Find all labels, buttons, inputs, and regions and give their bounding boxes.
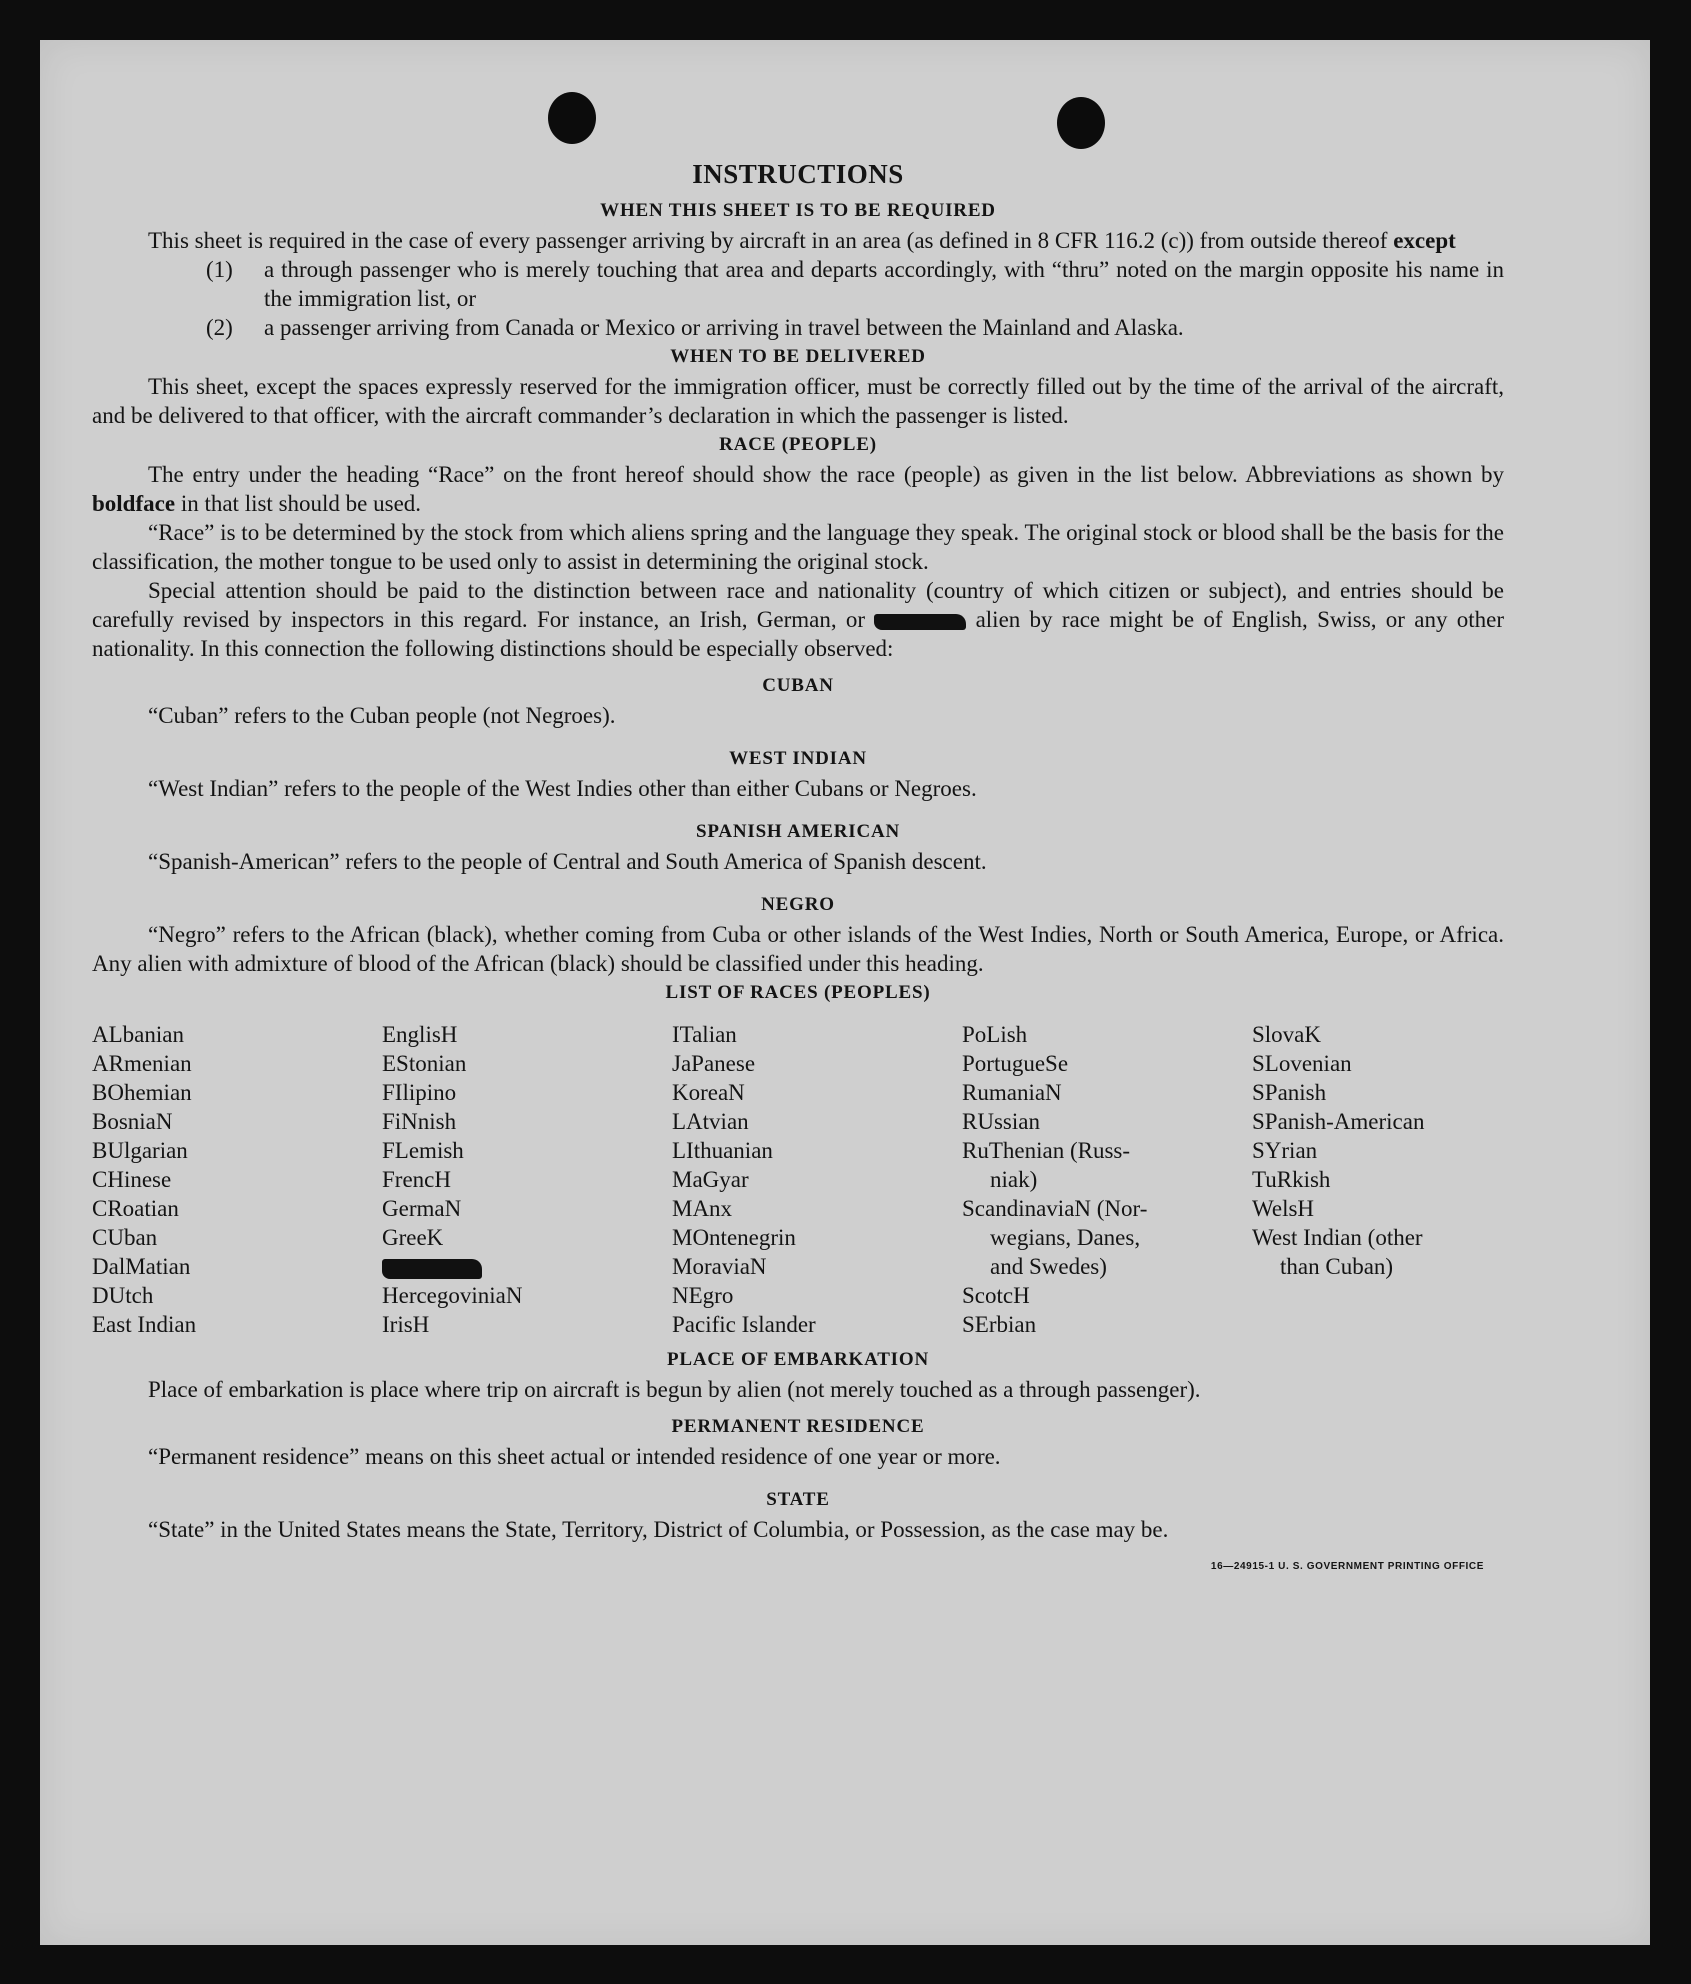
- race-p1-after: in that list should be used.: [175, 491, 422, 516]
- races-column-5: [1252, 1020, 1504, 1339]
- races-column-3: [672, 1020, 962, 1339]
- race-p3-after: alien by race might be of English, Swiss, or any other nationality. In this connection the following distinctions should be especially observed:: [92, 607, 1504, 661]
- race-entry: BUlgarian: [92, 1138, 188, 1163]
- cuban-text: “Cuban” refers to the Cuban people (not Negroes).: [148, 703, 616, 728]
- race-entry: LIthuanian: [672, 1138, 773, 1163]
- race-entry: HercegoviniaN: [382, 1283, 523, 1308]
- race-entry: DalMatian: [92, 1254, 191, 1279]
- race-entry: NEgro: [672, 1283, 734, 1308]
- exception-item: [92, 313, 1504, 342]
- race-entry: SErbian: [962, 1312, 1037, 1337]
- race-paragraph-1: [92, 460, 1504, 518]
- document-sheet: [40, 40, 1650, 1945]
- west-indian-text: “West Indian” refers to the people of the West Indies other than either Cubans or Negroes.: [148, 776, 977, 801]
- when-required-intro: [92, 226, 1504, 255]
- heading-cuban: CUBAN: [762, 675, 834, 696]
- heading-spanish-american: SPANISH AMERICAN: [695, 821, 901, 842]
- race-entry: GermaN: [382, 1196, 462, 1221]
- exception-item: [92, 255, 1504, 313]
- race-entry: SPanish: [1252, 1080, 1327, 1105]
- races-list: [92, 1020, 1504, 1339]
- race-entry: RumaniaN: [962, 1080, 1062, 1105]
- race-entry: Pacific Islander: [672, 1312, 816, 1337]
- state-text: “State” in the United States means the State, Territory, District of Columbia, or Possession, as the case may be.: [148, 1517, 1169, 1542]
- heading-west-indian: WEST INDIAN: [729, 748, 867, 769]
- page-title: INSTRUCTIONS: [692, 159, 904, 189]
- embarkation-text: Place of embarkation is place where trip on aircraft is begun by alien (not merely touched as a through passenger).: [148, 1377, 1201, 1402]
- race-entry-continuation: than Cuban): [1280, 1254, 1394, 1279]
- race-entry: BosniaN: [92, 1109, 173, 1134]
- race-entry: MAnx: [672, 1196, 733, 1221]
- printer-imprint: 16—24915-1 U. S. GOVERNMENT PRINTING OFFICE: [1210, 1561, 1484, 1572]
- race-entry: CUban: [92, 1225, 158, 1250]
- permanent-residence-text: “Permanent residence” means on this sheet actual or intended residence of one year or more.: [148, 1444, 1001, 1469]
- item-text: a through passenger who is merely touching that area and departs accordingly, with “thru” noted on the margin opposite his name in the immigration list, or: [264, 257, 1504, 311]
- instructions-content: [92, 158, 1504, 1574]
- redaction-mark: [382, 1259, 482, 1279]
- heading-state: STATE: [766, 1489, 830, 1510]
- redaction-mark: [874, 614, 966, 630]
- race-entry-redacted: [382, 1252, 672, 1281]
- race-entry: EStonian: [382, 1051, 467, 1076]
- race-entry: KoreaN: [672, 1080, 745, 1105]
- race-entry: TuRkish: [1252, 1167, 1331, 1192]
- race-entry: GreeK: [382, 1225, 444, 1250]
- race-entry: CHinese: [92, 1167, 172, 1192]
- race-entry: SPanish-American: [1252, 1109, 1425, 1134]
- heading-when-delivered: WHEN TO BE DELIVERED: [670, 346, 926, 367]
- race-entry: DUtch: [92, 1283, 154, 1308]
- race-entry: JaPanese: [672, 1051, 756, 1076]
- race-entry: LAtvian: [672, 1109, 749, 1134]
- race-entry: MaGyar: [672, 1167, 749, 1192]
- race-entry: ARmenian: [92, 1051, 192, 1076]
- race-p3-text: Special attention should be paid to the distinction between race and nationality (country of which citizen or subject), and entries should be carefully revised by inspectors in this regard. For instance, an Irish, German, or: [92, 578, 1504, 632]
- race-entry: IrisH: [382, 1312, 430, 1337]
- race-entry: PoLish: [962, 1022, 1028, 1047]
- race-entry: CRoatian: [92, 1196, 179, 1221]
- punch-hole: [1057, 97, 1105, 149]
- race-entry: FiNnish: [382, 1109, 457, 1134]
- negro-text: “Negro” refers to the African (black), whether coming from Cuba or other islands of the West Indies, North or South America, Europe, or Africa. Any alien with admixture of blood of the African (black) should be classified under this heading.: [92, 922, 1504, 976]
- race-entry: East Indian: [92, 1312, 197, 1337]
- race-entry: MOntenegrin: [672, 1225, 796, 1250]
- race-entry-continuation: niak): [990, 1167, 1038, 1192]
- race-entry: SYrian: [1252, 1138, 1318, 1163]
- item-text: a passenger arriving from Canada or Mexico or arriving in travel between the Mainland and Alaska.: [264, 315, 1184, 340]
- race-entry: SlovaK: [1252, 1022, 1321, 1047]
- heading-when-required: WHEN THIS SHEET IS TO BE REQUIRED: [600, 200, 996, 221]
- race-entry: ScandinaviaN (Nor-: [962, 1196, 1148, 1221]
- footer: [92, 1544, 1504, 1574]
- race-p1-text: The entry under the heading “Race” on the front hereof should show the race (people) as given in the list below. Abbreviations as shown by: [148, 462, 1504, 487]
- race-entry: FIlipino: [382, 1080, 457, 1105]
- race-entry: MoraviaN: [672, 1254, 767, 1279]
- race-entry: RUssian: [962, 1109, 1040, 1134]
- races-column-1: [92, 1020, 382, 1339]
- heading-permanent-residence: PERMANENT RESIDENCE: [671, 1416, 925, 1437]
- heading-list-of-races: LIST OF RACES (PEOPLES): [665, 982, 931, 1003]
- intro-text: This sheet is required in the case of every passenger arriving by aircraft in an area (as defined in 8 CFR 116.2 (c)) from outside thereof: [148, 228, 1394, 253]
- race-entry: RuThenian (Russ-: [962, 1138, 1131, 1163]
- race-entry-continuation: and Swedes): [990, 1254, 1107, 1279]
- races-column-2: [382, 1020, 672, 1339]
- race-entry: ScotcH: [962, 1283, 1030, 1308]
- item-number: (1): [206, 257, 233, 282]
- race-entry: EnglisH: [382, 1022, 458, 1047]
- race-entry: West Indian (other: [1252, 1225, 1423, 1250]
- race-entry-continuation: wegians, Danes,: [990, 1225, 1141, 1250]
- heading-race: RACE (PEOPLE): [719, 434, 877, 455]
- race-entry: ITalian: [672, 1022, 737, 1047]
- spanish-american-text: “Spanish-American” refers to the people of Central and South America of Spanish descent.: [148, 849, 987, 874]
- punch-hole: [548, 92, 596, 144]
- heading-negro: NEGRO: [761, 894, 835, 915]
- race-entry: ALbanian: [92, 1022, 184, 1047]
- race-entry: PortugueSe: [962, 1051, 1069, 1076]
- race-p1-bold: boldface: [92, 491, 176, 516]
- race-entry: SLovenian: [1252, 1051, 1352, 1076]
- race-paragraph-3: [92, 576, 1504, 663]
- heading-embarkation: PLACE OF EMBARKATION: [667, 1349, 929, 1370]
- races-column-4: [962, 1020, 1252, 1339]
- when-delivered-text: This sheet, except the spaces expressly reserved for the immigration officer, must be correctly filled out by the time of the arrival of the aircraft, and be delivered to that officer, with the aircraft commander’s declaration in which the passenger is listed.: [92, 374, 1504, 428]
- race-entry: FLemish: [382, 1138, 464, 1163]
- race-entry: BOhemian: [92, 1080, 192, 1105]
- race-entry: FrencH: [382, 1167, 451, 1192]
- item-number: (2): [206, 315, 233, 340]
- race-paragraph-2: “Race” is to be determined by the stock from which aliens spring and the language they speak. The original stock or blood shall be the basis for the classification, the mother tongue to be used only to assist in determining the original stock.: [92, 520, 1504, 574]
- intro-bold: except: [1393, 228, 1456, 253]
- race-entry: WelsH: [1252, 1196, 1315, 1221]
